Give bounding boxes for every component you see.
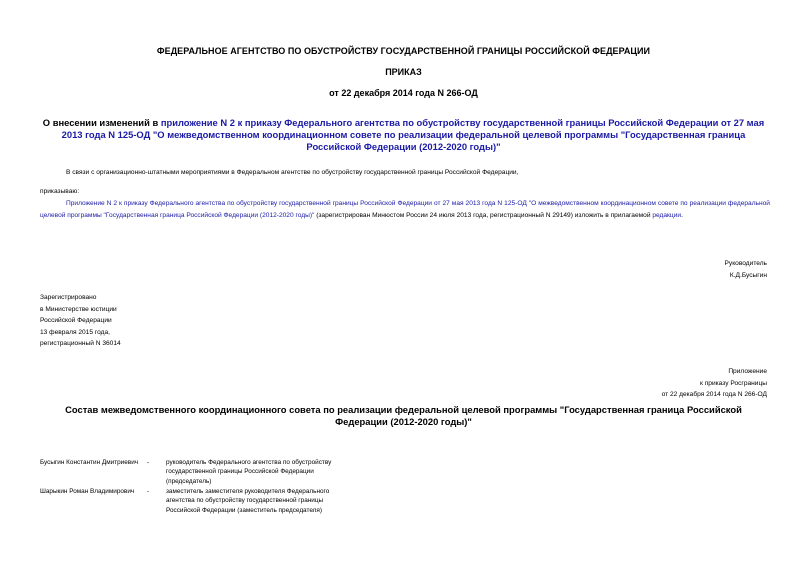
member-name: Шарыкин Роман Владимирович <box>40 488 135 495</box>
subject-document-link[interactable]: приложение N 2 к приказу Федерального агентства по обустройству государственной границы Российской Федерации от 27 мая 2013 года N 125-ОД "О межведомственном координационном совете по реализации федеральной целевой программы "Государственная граница Российской Федерации (2012-2020 годы)" <box>61 117 765 152</box>
registration-line: Российской Федерации <box>40 317 112 324</box>
main-paragraph <box>40 198 770 221</box>
member-name: Бусыгин Константин Дмитриевич <box>40 459 139 466</box>
signature-position: Руководитель <box>724 260 767 267</box>
registration-line: 13 февраля 2015 года, <box>40 328 110 336</box>
member-dash: - <box>147 488 150 495</box>
appendix-document-link[interactable]: Приложение N 2 к приказу Федерального агентства по обустройству государственной границы Российской Федерации от 27 мая 2013 года N 125-ОД "О межведомственном координационном совете по реализации федеральной целевой программы "Государственная граница Российской Федерации (2012-2020 годы)" <box>40 200 770 219</box>
registration-line: Зарегистрировано <box>40 294 97 301</box>
order-heading: ПРИКАЗ <box>385 67 422 77</box>
paragraph-middle-text: (зарегистрирован Минюстом России 24 июля 2013 года, регистрационный N 29149) изложить в прилагаемой <box>314 211 653 219</box>
edition-link[interactable]: редакции <box>652 211 682 219</box>
order-subject <box>40 117 767 153</box>
order-date: от 22 декабря 2014 года N 266-ОД <box>329 88 478 98</box>
subject-prefix: О внесении изменений в <box>42 117 161 128</box>
signature-name: К.Д.Бусыгин <box>729 271 767 279</box>
signature-block <box>725 258 767 281</box>
paragraph-end-text: . <box>681 211 683 219</box>
member-role: заместитель заместителя руководителя Федерального агентства по обустройству государственной границы Российской Федерации (заместитель председателя) <box>166 488 330 514</box>
appendix-line: Приложение <box>728 368 767 375</box>
appendix-line: к приказу Росграницы <box>700 379 767 387</box>
member-role: руководитель Федерального агентства по обустройству государственной границы Российской Федерации (председатель) <box>166 459 332 485</box>
agency-title: ФЕДЕРАЛЬНОЕ АГЕНТСТВО ПО ОБУСТРОЙСТВУ ГОСУДАРСТВЕННОЙ ГРАНИЦЫ РОССИЙСКОЙ ФЕДЕРАЦИИ <box>156 46 651 56</box>
registration-line: в Министерстве юстиции <box>40 305 117 313</box>
registration-block <box>40 292 121 350</box>
intro-paragraph: В связи с организационно-штатными мероприятиями в Федеральном агентстве по обустройству государственной границы Российской Федерации, <box>66 169 519 176</box>
appendix-block <box>662 366 767 401</box>
appendix-line: от 22 декабря 2014 года N 266-ОД <box>661 391 767 398</box>
ordered-label: приказываю: <box>40 188 80 195</box>
member-dash: - <box>147 459 150 466</box>
composition-title: Состав межведомственного координационного совета по реализации федеральной целевой программы "Государственная граница Российской Федерации (2012-2020 годы)" <box>65 404 742 427</box>
registration-line: регистрационный N 36014 <box>40 340 121 347</box>
